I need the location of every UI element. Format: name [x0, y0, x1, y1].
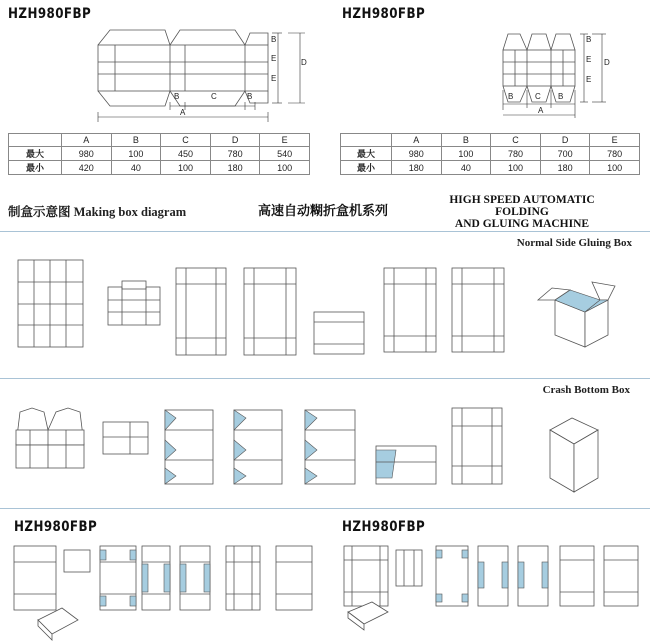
bl-step-3 — [100, 546, 136, 610]
table-cell: 780 — [210, 147, 260, 161]
bl-step-4 — [142, 546, 170, 610]
table-cell: 780 — [590, 147, 640, 161]
table-cell: 最大 — [341, 147, 392, 161]
table-cell: 40 — [111, 161, 161, 175]
dim-label-r-b1: B — [508, 92, 514, 101]
table-cell: 100 — [491, 161, 541, 175]
bl-step-6 — [226, 546, 260, 610]
dim-label-c: C — [211, 92, 217, 101]
table-cell: 40 — [441, 161, 491, 175]
section-normal-label: Normal Side Gluing Box — [516, 237, 632, 249]
table-cell: 100 — [161, 161, 211, 175]
table-cell: C — [491, 134, 541, 147]
dim-label-b3: B — [271, 35, 277, 44]
bl-step-7 — [276, 546, 312, 610]
table-cell: 980 — [62, 147, 112, 161]
table-cell: C — [161, 134, 211, 147]
br-step-1 — [344, 546, 388, 606]
dim-label-r-e1: E — [586, 55, 592, 64]
model-title-bottom-right: HZH980FBP — [342, 519, 426, 535]
bl-step-1 — [14, 546, 56, 610]
table-cell: 100 — [590, 161, 640, 175]
table-cell: 100 — [111, 147, 161, 161]
dim-label-b1: B — [174, 92, 180, 101]
dim-label-r-a: A — [538, 106, 544, 115]
model-title-top-right: HZH980FBP — [342, 6, 426, 22]
table-cell: 450 — [161, 147, 211, 161]
dim-label-r-e2: E — [586, 75, 592, 84]
table-cell: A — [62, 134, 112, 147]
section-crash-label: Crash Bottom Box — [542, 384, 630, 396]
br-step-5 — [518, 546, 548, 606]
br-step-6 — [560, 546, 594, 606]
title-cn: 高速自动糊折盒机系列 — [258, 204, 389, 219]
title-en-line2: AND GLUING MACHINE — [454, 218, 590, 230]
dim-label-e2: E — [271, 74, 277, 83]
table-cell: 980 — [392, 147, 442, 161]
table-cell: 420 — [62, 161, 112, 175]
br-step-7 — [604, 546, 638, 606]
table-cell: 最大 — [9, 147, 62, 161]
bl-step-5 — [180, 546, 210, 610]
br-step-4 — [478, 546, 508, 606]
table-cell: B — [111, 134, 161, 147]
dim-label-b2: B — [247, 92, 253, 101]
dim-label-e1: E — [271, 54, 277, 63]
table-cell: D — [540, 134, 590, 147]
table-cell: 100 — [441, 147, 491, 161]
title-en-line1: HIGH SPEED AUTOMATIC FOLDING — [449, 194, 595, 218]
dim-label-r-b3: B — [586, 35, 592, 44]
table-cell: E — [260, 134, 310, 147]
table-cell: 最小 — [9, 161, 62, 175]
dim-label-r-c: C — [535, 92, 541, 101]
dim-label-a: A — [180, 108, 186, 117]
table-cell: 540 — [260, 147, 310, 161]
table-cell: 180 — [392, 161, 442, 175]
dim-label-d: D — [301, 58, 307, 67]
dim-label-r-b2: B — [558, 92, 564, 101]
br-step-3 — [436, 546, 468, 606]
bl-tray — [38, 608, 78, 640]
table-cell: 100 — [260, 161, 310, 175]
table-cell: 780 — [491, 147, 541, 161]
table-cell: 700 — [540, 147, 590, 161]
table-cell: E — [590, 134, 640, 147]
dim-label-r-d: D — [604, 58, 610, 67]
table-cell: 180 — [540, 161, 590, 175]
table-cell: D — [210, 134, 260, 147]
table-cell: 最小 — [341, 161, 392, 175]
making-box-caption: 制盒示意图 Making box diagram — [8, 205, 187, 219]
model-title-bottom-left: HZH980FBP — [14, 519, 98, 535]
model-title-top-left: HZH980FBP — [8, 6, 92, 22]
table-cell: B — [441, 134, 491, 147]
table-cell: 180 — [210, 161, 260, 175]
table-cell: A — [392, 134, 442, 147]
bl-step-2 — [64, 550, 90, 572]
br-step-2 — [396, 550, 422, 586]
